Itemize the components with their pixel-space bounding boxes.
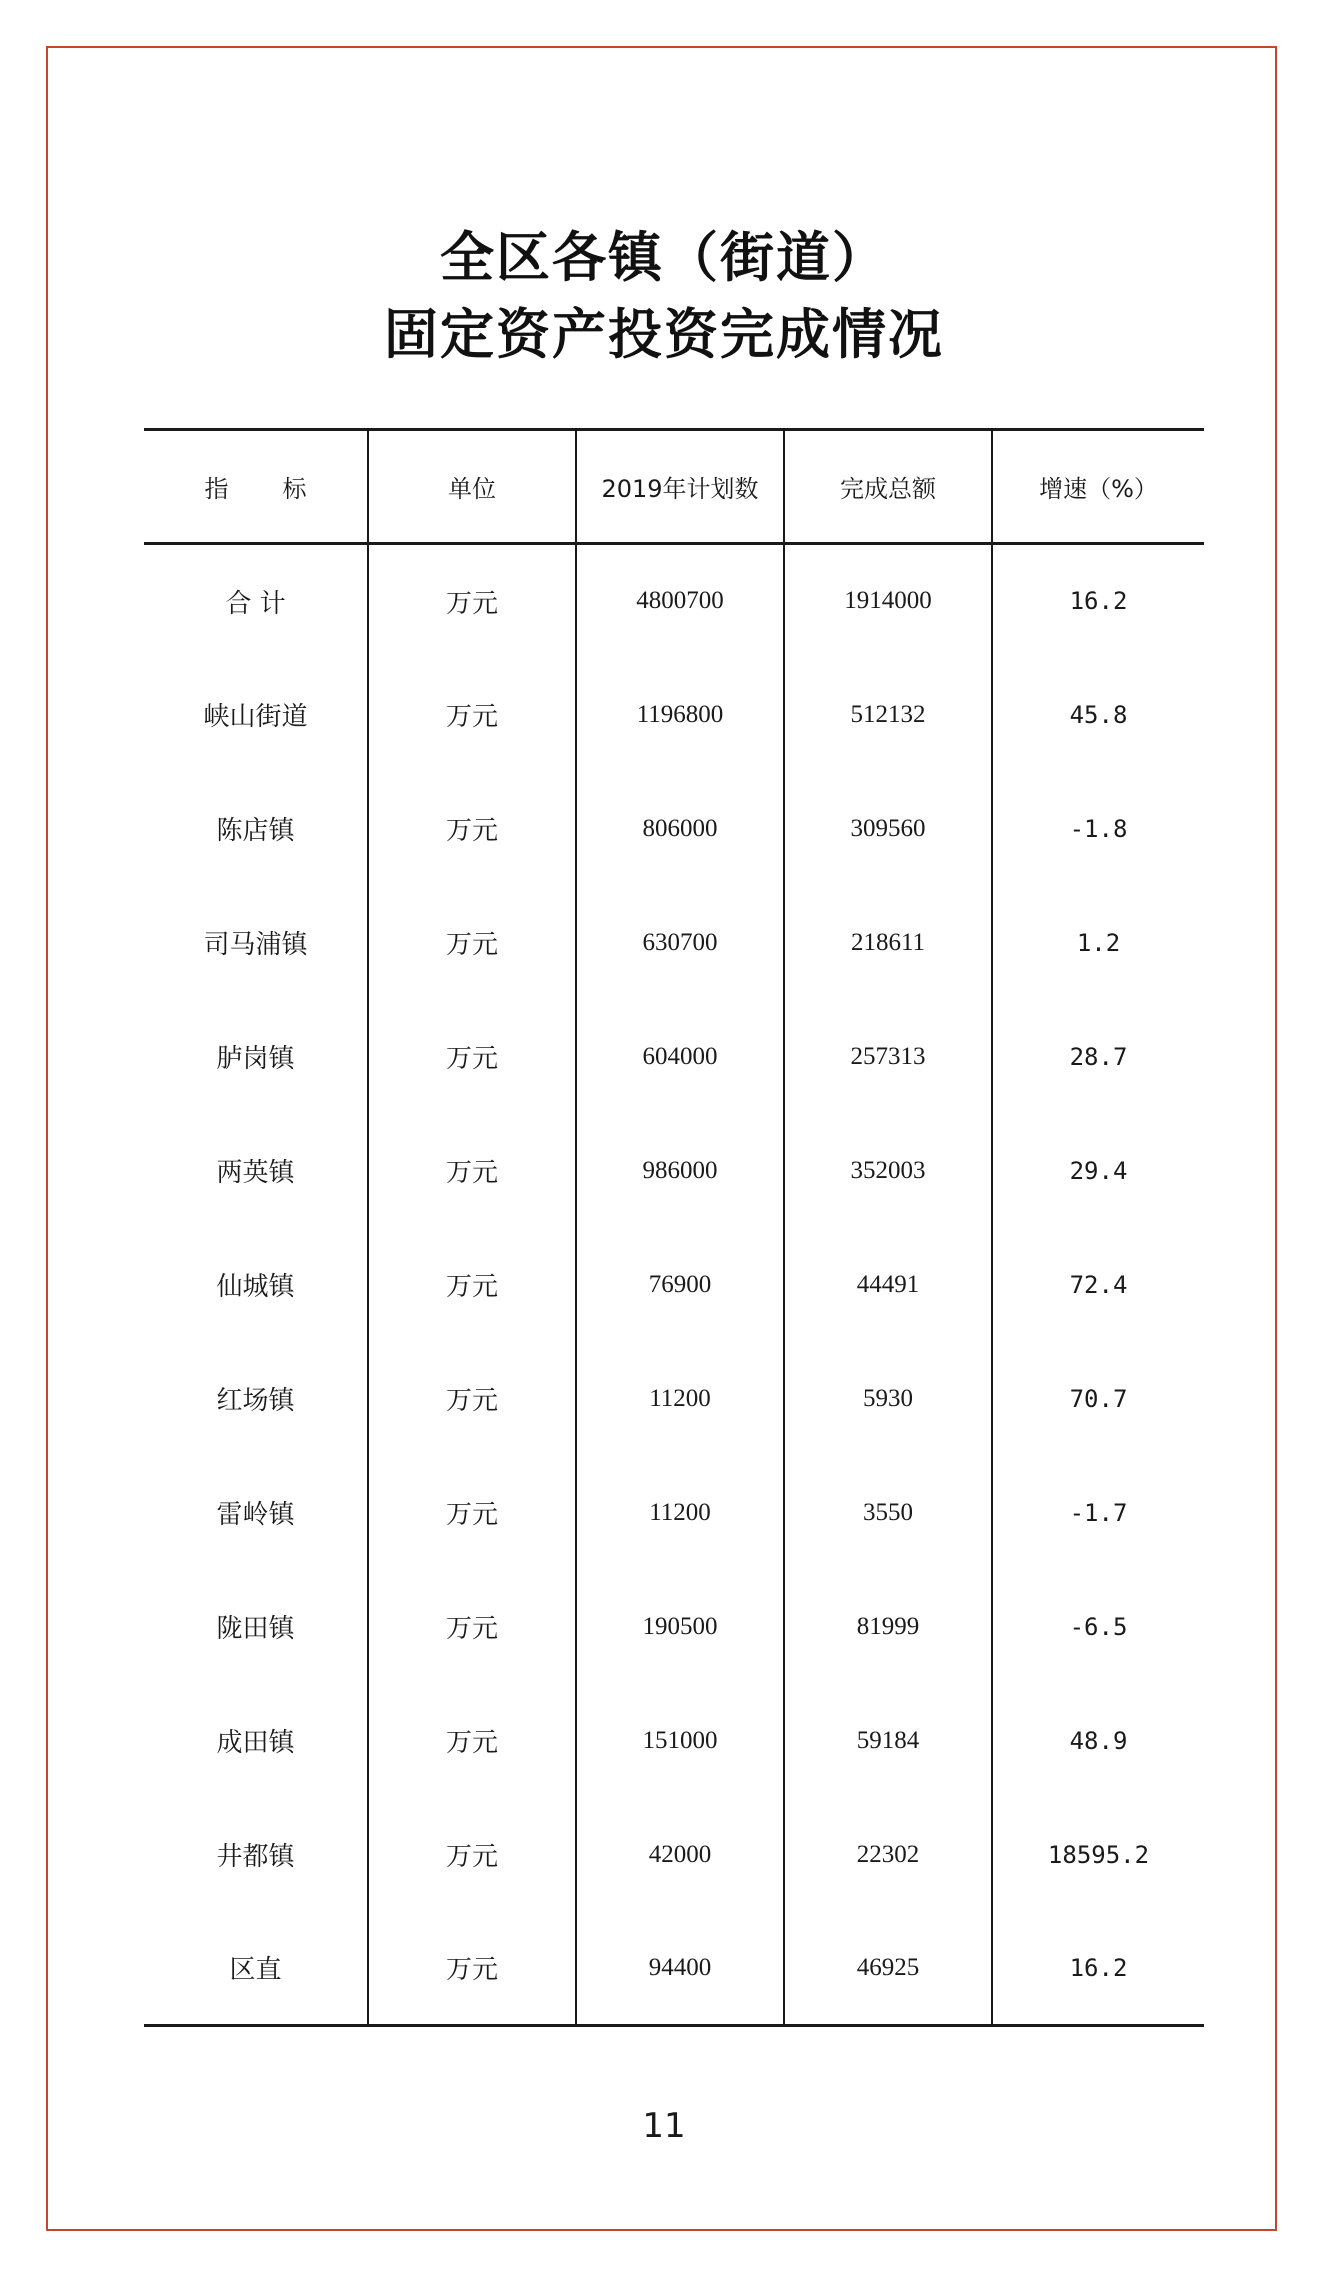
row-total: 22302 [784, 1798, 992, 1912]
row-name: 合 计 [225, 588, 286, 619]
table-row [144, 544, 1204, 658]
row-unit: 万元 [368, 1570, 576, 1684]
table-row [144, 658, 1204, 772]
table-row [144, 1000, 1204, 1114]
row-name: 两英镇 [216, 1158, 295, 1188]
row-total: 5930 [784, 1342, 992, 1456]
row-name: 仙城镇 [216, 1272, 295, 1302]
row-name: 区直 [229, 1955, 282, 1986]
row-unit: 万元 [368, 1228, 576, 1342]
row-plan: 604000 [576, 1000, 784, 1114]
row-growth: 72.4 [992, 1228, 1204, 1342]
row-name: 红场镇 [216, 1386, 295, 1416]
page-title-line-1: 全区各镇（街道） [440, 225, 888, 289]
header-plan: 2019年计划数 [576, 430, 784, 544]
table-header-row [144, 430, 1204, 544]
row-growth: 45.8 [992, 658, 1204, 772]
header-growth: 增速（%） [992, 430, 1204, 544]
row-unit: 万元 [368, 1342, 576, 1456]
row-growth: -1.7 [992, 1456, 1204, 1570]
page-number: 11 [642, 2106, 686, 2146]
row-name: 陇田镇 [216, 1614, 295, 1644]
row-total: 309560 [784, 772, 992, 886]
row-name: 井都镇 [216, 1842, 295, 1872]
row-unit: 万元 [368, 1684, 576, 1798]
table-row [144, 1684, 1204, 1798]
row-growth: 18595.2 [992, 1798, 1204, 1912]
header-indicator: 指标 [204, 475, 361, 503]
row-plan: 806000 [576, 772, 784, 886]
row-total: 81999 [784, 1570, 992, 1684]
row-unit: 万元 [368, 1456, 576, 1570]
row-plan: 76900 [576, 1228, 784, 1342]
row-growth: 16.2 [992, 544, 1204, 658]
row-unit: 万元 [368, 658, 576, 772]
row-growth: 16.2 [992, 1912, 1204, 2026]
row-total: 218611 [784, 886, 992, 1000]
row-growth: 28.7 [992, 1000, 1204, 1114]
table-row [144, 1342, 1204, 1456]
row-unit: 万元 [368, 1798, 576, 1912]
row-growth: -1.8 [992, 772, 1204, 886]
row-name: 司马浦镇 [203, 930, 308, 960]
row-total: 352003 [784, 1114, 992, 1228]
row-plan: 11200 [576, 1342, 784, 1456]
row-unit: 万元 [368, 886, 576, 1000]
row-unit: 万元 [368, 1000, 576, 1114]
row-plan: 986000 [576, 1114, 784, 1228]
table-row [144, 1912, 1204, 2026]
row-name: 陈店镇 [216, 816, 295, 846]
table-row [144, 1228, 1204, 1342]
investment-table [144, 428, 1204, 2027]
page-title-line-2: 固定资产投资完成情况 [384, 302, 944, 366]
table-row [144, 772, 1204, 886]
row-name: 峡山街道 [203, 702, 308, 732]
row-growth: 70.7 [992, 1342, 1204, 1456]
table-row [144, 1570, 1204, 1684]
table-row [144, 1456, 1204, 1570]
table-row [144, 1798, 1204, 1912]
row-unit: 万元 [368, 1114, 576, 1228]
row-total: 512132 [784, 658, 992, 772]
row-name: 成田镇 [216, 1728, 295, 1758]
row-growth: 1.2 [992, 886, 1204, 1000]
table-row [144, 886, 1204, 1000]
header-total: 完成总额 [784, 430, 992, 544]
row-plan: 11200 [576, 1456, 784, 1570]
row-total: 257313 [784, 1000, 992, 1114]
row-total: 3550 [784, 1456, 992, 1570]
row-plan: 4800700 [576, 544, 784, 658]
row-growth: 29.4 [992, 1114, 1204, 1228]
row-growth: -6.5 [992, 1570, 1204, 1684]
row-total: 1914000 [784, 544, 992, 658]
row-plan: 151000 [576, 1684, 784, 1798]
row-name: 胪岗镇 [216, 1044, 295, 1074]
row-unit: 万元 [368, 544, 576, 658]
row-plan: 42000 [576, 1798, 784, 1912]
row-name: 雷岭镇 [216, 1500, 295, 1530]
row-total: 44491 [784, 1228, 992, 1342]
row-plan: 630700 [576, 886, 784, 1000]
row-unit: 万元 [368, 772, 576, 886]
row-plan: 94400 [576, 1912, 784, 2026]
row-plan: 1196800 [576, 658, 784, 772]
table-row [144, 1114, 1204, 1228]
row-plan: 190500 [576, 1570, 784, 1684]
row-growth: 48.9 [992, 1684, 1204, 1798]
header-unit: 单位 [368, 430, 576, 544]
row-total: 46925 [784, 1912, 992, 2026]
row-unit: 万元 [368, 1912, 576, 2026]
row-total: 59184 [784, 1684, 992, 1798]
